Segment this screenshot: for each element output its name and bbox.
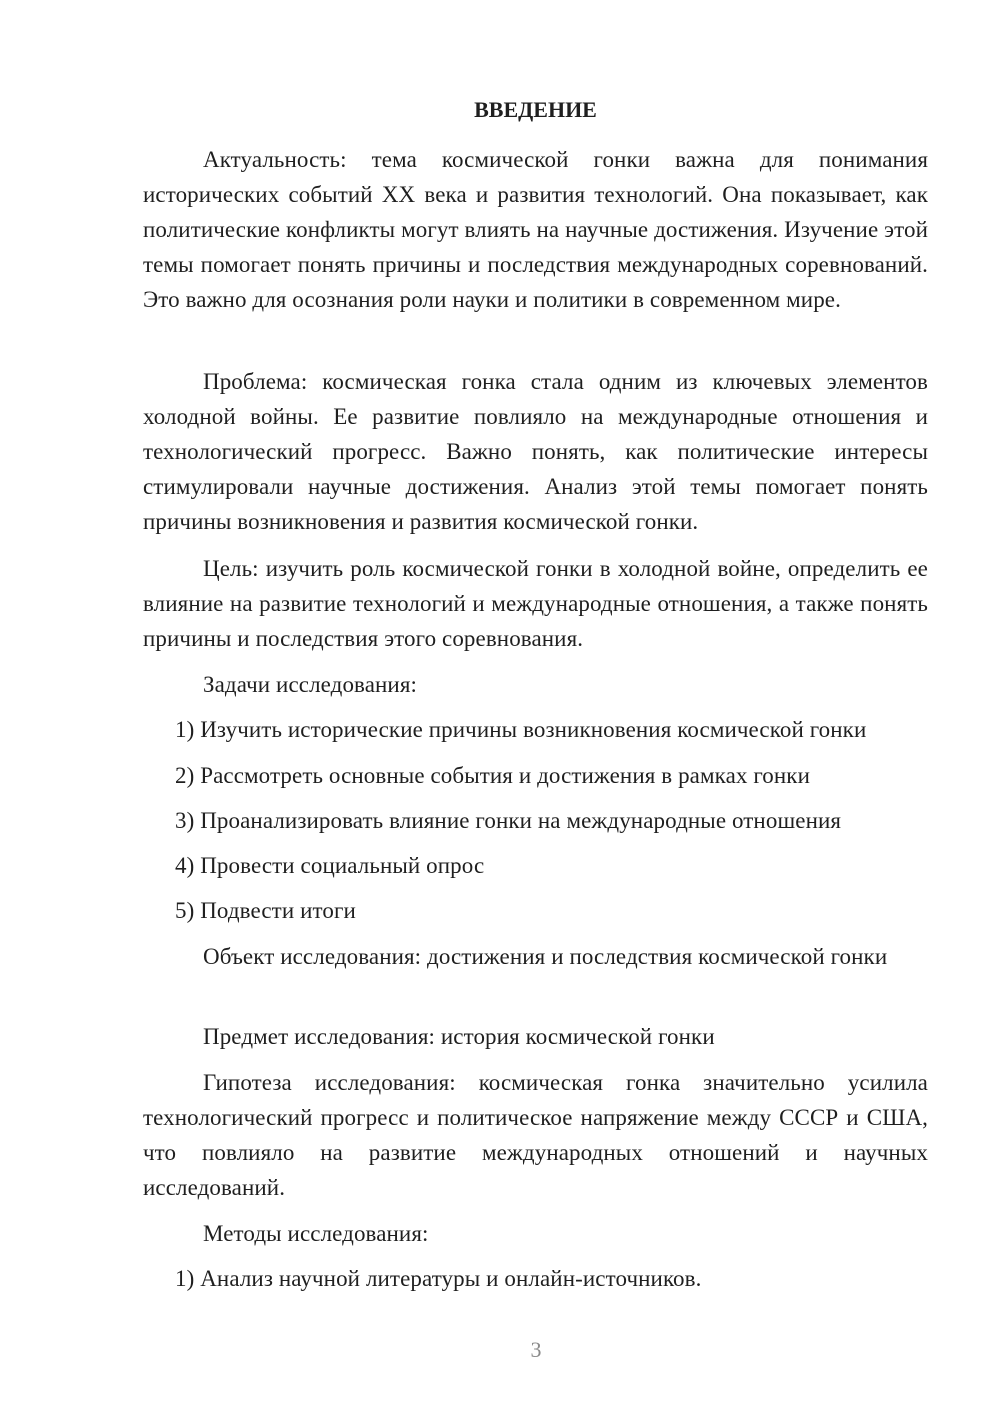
page-title: ВВЕДЕНИЕ [474, 97, 597, 122]
task-item-4: 4) Провести социальный опрос [175, 853, 485, 878]
relevance-paragraph: Актуальность: тема космической гонки важна для понимания исторических событий XX века и развития технологий. Она показывает, как политические конфликты могут влиять на научные достижения. Изучение этой темы помогает понять причины и последствия международных соревнований. Это важно для осознания роли науки и политики в современном мире. [143, 147, 928, 312]
methods-heading: Методы исследования: [203, 1221, 429, 1246]
tasks-heading: Задачи исследования: [203, 672, 418, 697]
task-item-2: 2) Рассмотреть основные события и достижения в рамках гонки [175, 763, 810, 788]
page-number: 3 [530, 1337, 542, 1362]
task-item-1: 1) Изучить исторические причины возникновения космической гонки [175, 717, 867, 742]
goal-paragraph: Цель: изучить роль космической гонки в холодной войне, определить ее влияние на развитие технологий и международные отношения, а также понять причины и последствия этого соревнования. [143, 556, 928, 651]
problem-paragraph: Проблема: космическая гонка стала одним из ключевых элементов холодной войны. Ее развитие повлияло на международные отношения и технологический прогресс. Важно понять, как политические интересы стимулировали научные достижения. Анализ этой темы помогает понять причины возникновения и развития космической гонки. [143, 369, 928, 534]
task-item-3: 3) Проанализировать влияние гонки на международные отношения [175, 808, 842, 833]
method-item-1: 1) Анализ научной литературы и онлайн-источников. [175, 1266, 702, 1291]
hypothesis-paragraph: Гипотеза исследования: космическая гонка значительно усилила технологический прогресс и политическое напряжение между СССР и США, что повлияло на развитие международных отношений и научных исследований. [143, 1070, 928, 1200]
object-paragraph: Объект исследования: достижения и последствия космической гонки [203, 944, 888, 969]
subject-paragraph: Предмет исследования: история космической гонки [203, 1024, 715, 1049]
task-item-5: 5) Подвести итоги [175, 898, 356, 923]
